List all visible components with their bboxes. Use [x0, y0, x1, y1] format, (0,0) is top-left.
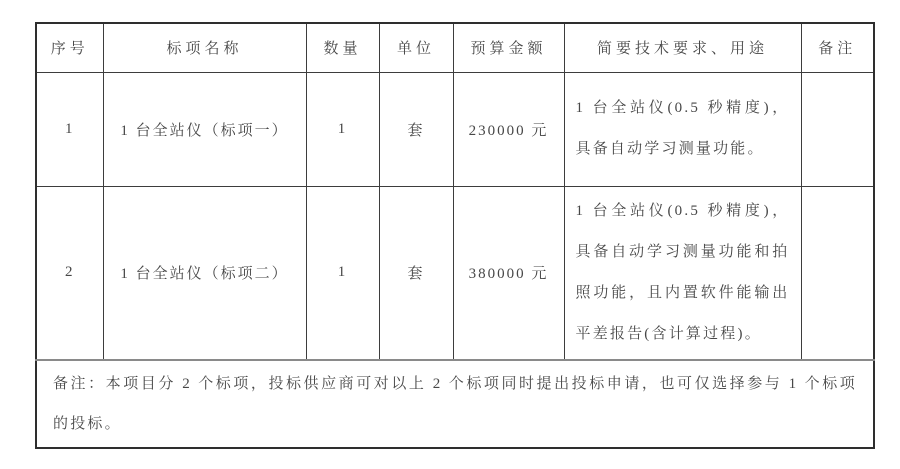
cell-seq: 1	[36, 72, 103, 186]
procurement-items-table	[35, 22, 875, 449]
cell-unit: 套	[379, 186, 453, 360]
footnote-text: 备注：本项目分 2 个标项，投标供应商可对以上 2 个标项同时提出投标申请，也可仅选择参与 1 个标项的投标。	[36, 360, 874, 448]
cell-unit: 套	[379, 72, 453, 186]
cell-requirements: 1 台全站仪(0.5 秒精度)，具备自动学习测量功能。	[564, 72, 801, 186]
column-header-quantity: 数量	[306, 23, 379, 72]
cell-requirements: 1 台全站仪(0.5 秒精度)，具备自动学习测量功能和拍照功能，且内置软件能输出平差报告(含计算过程)。	[564, 186, 801, 360]
table-row	[36, 186, 874, 360]
cell-budget: 230000 元	[453, 72, 564, 186]
cell-quantity: 1	[306, 72, 379, 186]
column-header-remark: 备注	[801, 23, 874, 72]
column-header-requirements: 简要技术要求、用途	[564, 23, 801, 72]
table-footnote-row	[36, 360, 874, 448]
column-header-budget: 预算金额	[453, 23, 564, 72]
cell-item-name: 1 台全站仪（标项一）	[103, 72, 306, 186]
table-header-row	[36, 23, 874, 72]
cell-remark	[801, 186, 874, 360]
cell-seq: 2	[36, 186, 103, 360]
cell-quantity: 1	[306, 186, 379, 360]
cell-remark	[801, 72, 874, 186]
cell-item-name: 1 台全站仪（标项二）	[103, 186, 306, 360]
table-row	[36, 72, 874, 186]
column-header-seq: 序号	[36, 23, 103, 72]
cell-budget: 380000 元	[453, 186, 564, 360]
column-header-unit: 单位	[379, 23, 453, 72]
column-header-item-name: 标项名称	[103, 23, 306, 72]
